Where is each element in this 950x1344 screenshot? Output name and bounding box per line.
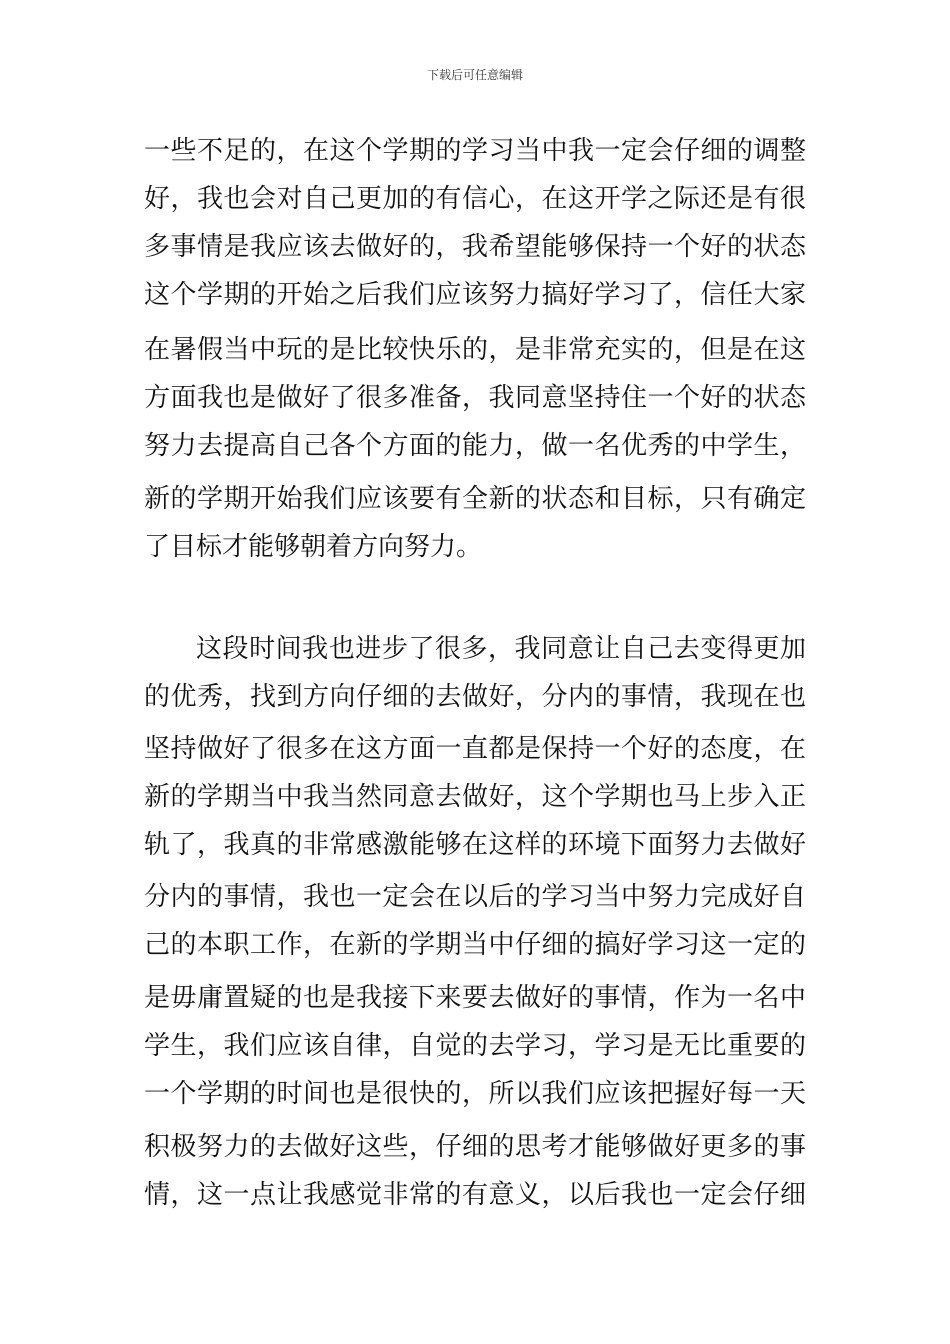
paragraph-line: 情，这一点让我感觉非常的有意义，以后我也一定会仔细 <box>144 1180 806 1210</box>
paragraph-line: 的优秀，找到方向仔细的去做好，分内的事情，我现在也 <box>144 682 806 712</box>
paragraph-line: 积极努力的去做好这些，仔细的思考才能够做好更多的事 <box>144 1132 806 1162</box>
paragraph-line: 是毋庸置疑的也是我接下来要去做好的事情，作为一名中 <box>144 983 806 1013</box>
paragraph-line: 方面我也是做好了很多准备，我同意坚持住一个好的状态 <box>144 383 806 413</box>
paragraph-line: 这段时间我也进步了很多，我同意让自己去变得更加 <box>196 634 806 664</box>
page-header: 下载后可任意编辑 <box>426 68 523 82</box>
paragraph-line: 这个学期的开始之后我们应该努力搞好学习了，信任大家 <box>144 280 806 310</box>
paragraph-line: 多事情是我应该去做好的，我希望能够保持一个好的状态 <box>144 232 806 262</box>
paragraph-line: 好，我也会对自己更加的有信心，在这开学之际还是有很 <box>144 184 806 214</box>
paragraph-line: 轨了，我真的非常感激能够在这样的环境下面努力去做好 <box>144 830 806 860</box>
paragraph-line: 在暑假当中玩的是比较快乐的，是非常充实的，但是在这 <box>144 335 806 365</box>
paragraph-line: 了目标才能够朝着方向努力。 <box>144 532 483 562</box>
paragraph-line: 努力去提高自己各个方面的能力，做一名优秀的中学生， <box>144 431 806 461</box>
paragraph-line: 新的学期开始我们应该要有全新的状态和目标，只有确定 <box>144 484 806 514</box>
paragraph-line: 己的本职工作，在新的学期当中仔细的搞好学习这一定的 <box>144 930 806 960</box>
paragraph-line: 分内的事情，我也一定会在以后的学习当中努力完成好自 <box>144 882 806 912</box>
paragraph-line: 一个学期的时间也是很快的，所以我们应该把握好每一天 <box>144 1079 806 1109</box>
paragraph-line: 学生，我们应该自律，自觉的去学习，学习是无比重要的 <box>144 1031 806 1061</box>
paragraph-line: 新的学期当中我当然同意去做好，这个学期也马上步入正 <box>144 782 806 812</box>
paragraph-line: 一些不足的，在这个学期的学习当中我一定会仔细的调整 <box>144 136 806 166</box>
paragraph-line: 坚持做好了很多在这方面一直都是保持一个好的态度，在 <box>144 734 806 764</box>
